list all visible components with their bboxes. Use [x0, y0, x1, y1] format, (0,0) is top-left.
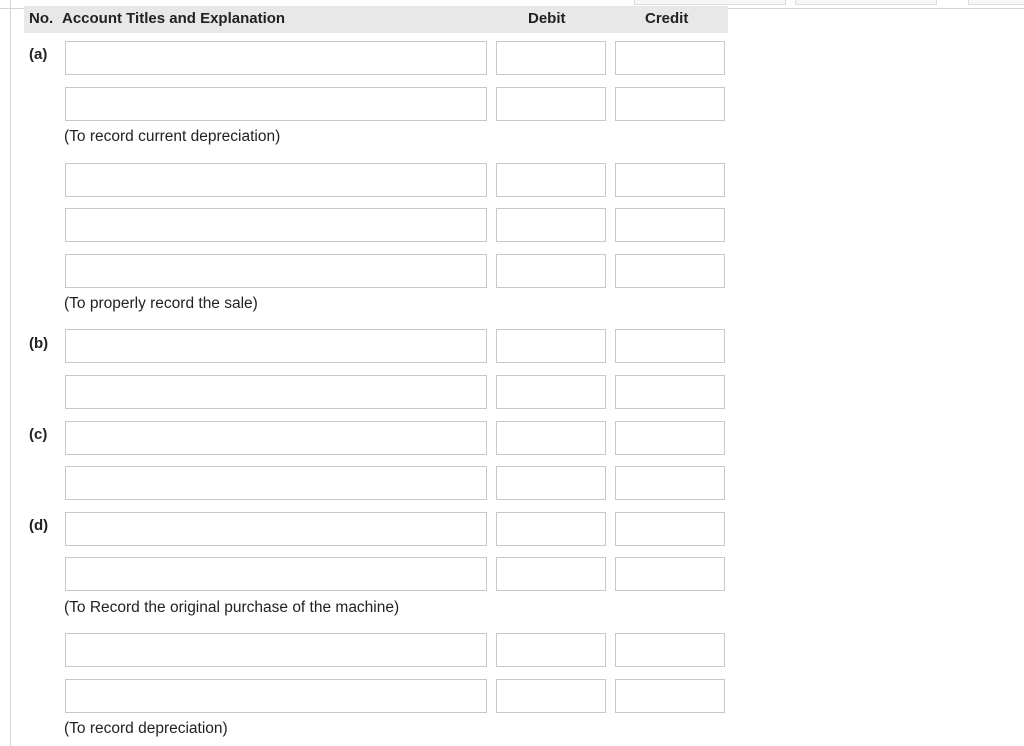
journal-header: [24, 6, 728, 33]
journal-row: [0, 254, 1024, 288]
credit-input[interactable]: [615, 163, 725, 197]
top-tab-stub: [795, 0, 937, 5]
explanation-note: (To properly record the sale): [64, 295, 258, 312]
debit-input[interactable]: [496, 329, 606, 363]
credit-input[interactable]: [615, 254, 725, 288]
account-title-input[interactable]: [65, 208, 487, 242]
credit-input[interactable]: [615, 679, 725, 713]
journal-row: [0, 41, 1024, 75]
debit-input[interactable]: [496, 679, 606, 713]
credit-input[interactable]: [615, 208, 725, 242]
journal-row: [0, 208, 1024, 242]
explanation-note: (To record current depreciation): [64, 128, 281, 145]
journal-row: [0, 375, 1024, 409]
journal-row: [0, 557, 1024, 591]
journal-row: [0, 633, 1024, 667]
account-title-input[interactable]: [65, 87, 487, 121]
journal-row: [0, 466, 1024, 500]
credit-input[interactable]: [615, 421, 725, 455]
entry-label-b: (b): [29, 335, 49, 352]
account-title-input[interactable]: [65, 254, 487, 288]
header-account-titles: Account Titles and Explanation: [62, 10, 286, 27]
header-credit: Credit: [645, 10, 689, 27]
debit-input[interactable]: [496, 163, 606, 197]
account-title-input[interactable]: [65, 633, 487, 667]
top-tab-stub: [968, 0, 1024, 5]
account-title-input[interactable]: [65, 512, 487, 546]
journal-row: [0, 421, 1024, 455]
entry-label-c: (c): [29, 426, 48, 443]
explanation-note: (To record depreciation): [64, 720, 228, 737]
account-title-input[interactable]: [65, 679, 487, 713]
journal-row: [0, 329, 1024, 363]
top-tab-stub: [634, 0, 786, 5]
debit-input[interactable]: [496, 87, 606, 121]
journal-row: [0, 512, 1024, 546]
debit-input[interactable]: [496, 254, 606, 288]
entry-label-d: (d): [29, 517, 49, 534]
credit-input[interactable]: [615, 375, 725, 409]
credit-input[interactable]: [615, 633, 725, 667]
debit-input[interactable]: [496, 512, 606, 546]
account-title-input[interactable]: [65, 375, 487, 409]
account-title-input[interactable]: [65, 557, 487, 591]
explanation-note: (To Record the original purchase of the machine): [64, 599, 400, 616]
credit-input[interactable]: [615, 41, 725, 75]
debit-input[interactable]: [496, 41, 606, 75]
header-debit: Debit: [528, 10, 566, 27]
account-title-input[interactable]: [65, 163, 487, 197]
debit-input[interactable]: [496, 208, 606, 242]
debit-input[interactable]: [496, 421, 606, 455]
credit-input[interactable]: [615, 557, 725, 591]
account-title-input[interactable]: [65, 41, 487, 75]
header-no: No.: [29, 10, 54, 27]
journal-row: [0, 163, 1024, 197]
account-title-input[interactable]: [65, 329, 487, 363]
debit-input[interactable]: [496, 466, 606, 500]
account-title-input[interactable]: [65, 466, 487, 500]
credit-input[interactable]: [615, 87, 725, 121]
credit-input[interactable]: [615, 466, 725, 500]
debit-input[interactable]: [496, 557, 606, 591]
journal-row: [0, 87, 1024, 121]
credit-input[interactable]: [615, 329, 725, 363]
debit-input[interactable]: [496, 633, 606, 667]
debit-input[interactable]: [496, 375, 606, 409]
credit-input[interactable]: [615, 512, 725, 546]
journal-row: [0, 679, 1024, 713]
entry-label-a: (a): [29, 46, 48, 63]
account-title-input[interactable]: [65, 421, 487, 455]
